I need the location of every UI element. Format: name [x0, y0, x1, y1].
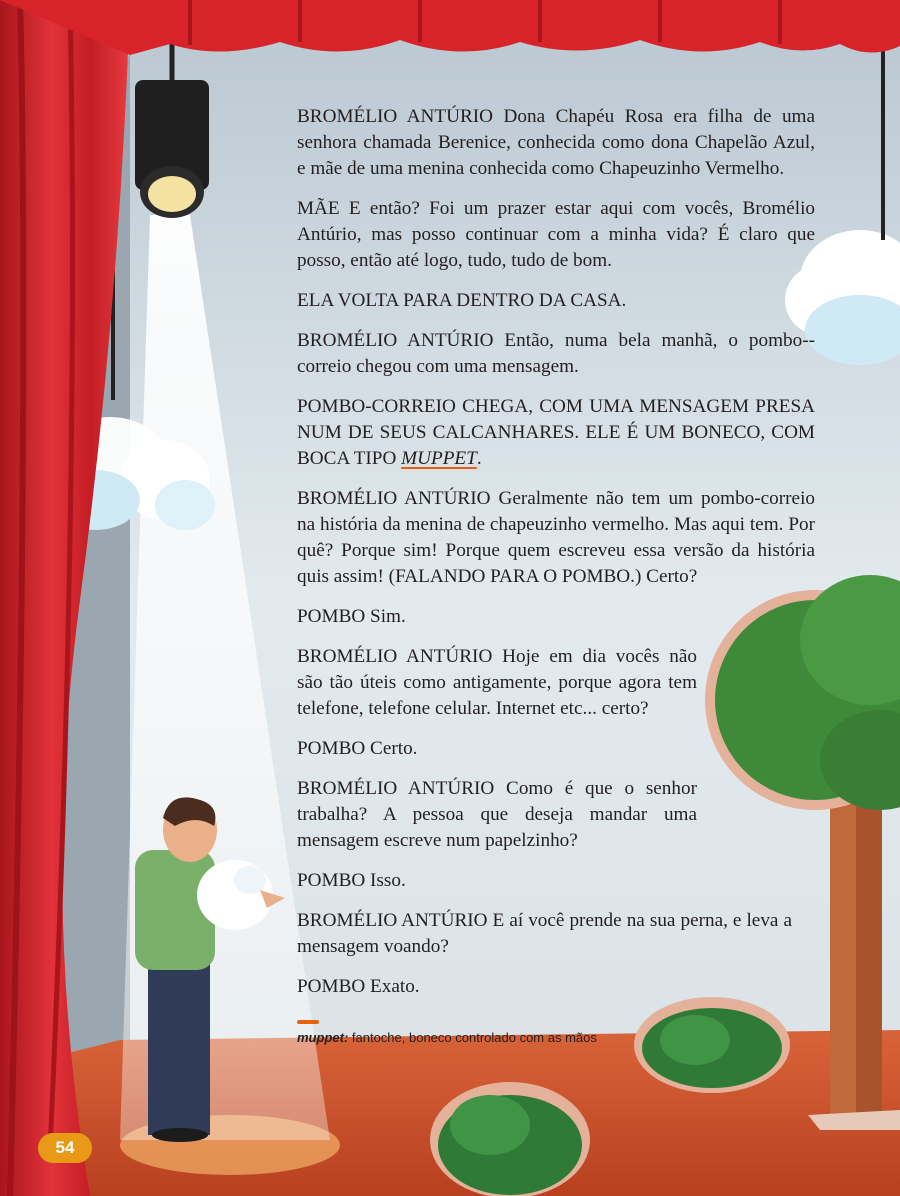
bush-center [430, 1082, 590, 1196]
speaker-name: POMBO [297, 738, 366, 759]
line-text: Exato. [365, 976, 420, 997]
speaker-name: BROMÉLIO ANTÚRIO [297, 646, 493, 667]
line-text: ELA VOLTA PARA DENTRO DA CASA. [297, 290, 627, 311]
page-number: 54 [38, 1133, 92, 1163]
speaker-name: BROMÉLIO ANTÚRIO [297, 910, 488, 931]
speaker-name: BROMÉLIO ANTÚRIO [297, 778, 495, 799]
dialogue-line [297, 908, 792, 960]
dialogue-line [297, 644, 697, 722]
line-text: E então? Foi um prazer estar aqui com vocês, Bromélio Antúrio, mas posso continuar com a minha vida? É claro que posso, então até logo, tudo, tudo de bom. [297, 198, 815, 271]
stage-direction [297, 394, 815, 472]
dialogue-line [297, 736, 815, 762]
dialogue-line [297, 196, 815, 274]
line-text-end: . [476, 448, 482, 469]
stage-direction [297, 288, 815, 314]
line-text: Sim. [365, 606, 406, 627]
dialogue-line [297, 486, 815, 590]
footnote-definition: fantoche, boneco controlado com as mãos [348, 1030, 597, 1045]
line-text: Geralmente não tem um pombo-correio na história da menina de chapeuzinho vermelho. Mas aqui tem. Por quê? Porque sim! Porque quem escreveu essa versão da história quis assim! (FALANDO PARA O POMBO.) Certo? [297, 488, 815, 587]
script-text [297, 104, 815, 1014]
line-text: Certo. [365, 738, 418, 759]
line-text: Dona Chapéu Rosa era filha de uma senhora chamada Berenice, conhecida como dona Chapelão Azul, e mãe de uma menina conhecida como Chapeuzinho Vermelho. [297, 106, 815, 179]
dialogue-line [297, 104, 815, 182]
line-text: Isso. [365, 870, 406, 891]
speaker-name: BROMÉLIO ANTÚRIO [297, 488, 491, 509]
line-text: Hoje em dia vocês não são tão úteis como antigamente, porque agora tem telefone, telefone celular. Internet etc... certo? [297, 646, 697, 719]
speaker-name: BROMÉLIO ANTÚRIO [297, 330, 494, 351]
dialogue-line [297, 776, 697, 854]
glossary-term: MUPPET [401, 448, 477, 469]
dialogue-line [297, 328, 815, 380]
glossary-footnote [297, 1022, 597, 1045]
dialogue-line [297, 868, 815, 894]
dialogue-line [297, 604, 815, 630]
footnote-term: muppet: [297, 1030, 349, 1045]
line-text: Então, numa bela manhã, o pombo--correio chegou com uma mensagem. [297, 330, 815, 377]
line-text: Como é que o senhor trabalha? A pessoa que deseja mandar uma mensagem escreve num papelzinho? [297, 778, 697, 851]
speaker-name: POMBO [297, 606, 366, 627]
speaker-name: POMBO [297, 976, 366, 997]
footnote-accent-bar [297, 1020, 319, 1024]
speaker-name: MÃE [297, 198, 340, 219]
speaker-name: BROMÉLIO ANTÚRIO [297, 106, 494, 127]
speaker-name: POMBO [297, 870, 366, 891]
line-text: POMBO-CORREIO CHEGA, COM UMA MENSAGEM PRESA NUM DE SEUS CALCANHARES. ELE É UM BONECO, COM BOCA TIPO [297, 396, 815, 469]
line-text: E aí você prende na sua perna, e leva a mensagem voando? [297, 910, 792, 957]
dialogue-line [297, 974, 815, 1000]
